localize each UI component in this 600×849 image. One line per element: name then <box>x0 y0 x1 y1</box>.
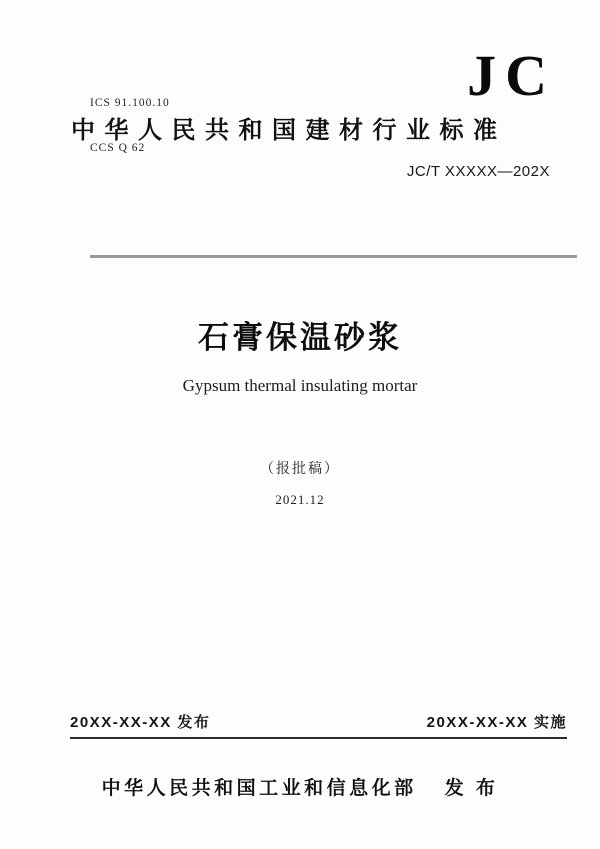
document-title-english: Gypsum thermal insulating mortar <box>182 376 418 395</box>
issue-date: 20XX-XX-XX 发布 <box>70 714 211 731</box>
draft-date: 2021.12 <box>275 492 325 507</box>
draft-status-note: （报批稿） <box>260 462 340 477</box>
implement-date: 20XX-XX-XX 实施 <box>426 714 567 731</box>
jc-standard-logo: JC <box>467 43 556 108</box>
issuing-authority-row <box>0 773 600 800</box>
standard-category-title: 中华人民共和国建材行业标准 <box>71 117 507 144</box>
ccs-code: CCS Q 62 <box>90 142 146 154</box>
header-divider-rule <box>90 255 577 258</box>
issuing-authority: 中华人民共和国工业和信息化部 <box>101 778 417 799</box>
issue-implement-dates-row <box>70 711 567 739</box>
ics-code: ICS 91.100.10 <box>90 97 170 109</box>
standard-number: JC/T XXXXX—202X <box>406 163 550 180</box>
issue-verb: 发 布 <box>444 778 499 799</box>
document-title-chinese: 石膏保温砂浆 <box>198 320 402 355</box>
